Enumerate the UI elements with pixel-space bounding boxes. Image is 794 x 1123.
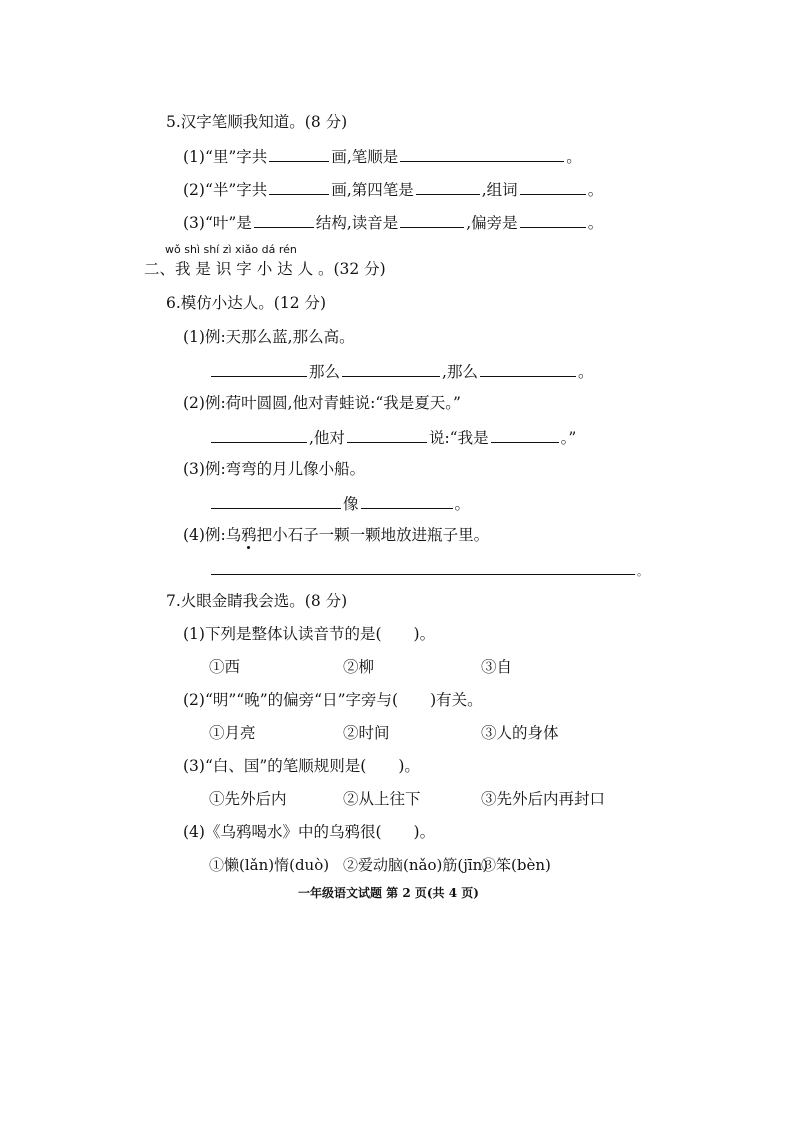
option-1b[interactable]: ②柳 (343, 658, 375, 676)
q7-2-options (209, 722, 559, 744)
blank-q6-2-a[interactable] (211, 425, 307, 443)
blank-q6-4[interactable] (211, 557, 635, 575)
blank-q6-1-a[interactable] (211, 359, 307, 377)
q7-4-options (209, 854, 551, 876)
q6-2-text-a: ,他对 (309, 429, 345, 447)
option-3a[interactable]: ①先外后内 (209, 790, 287, 808)
q6-answer-1 (209, 359, 593, 383)
q6-example-1: (1)例:天那么蓝,那么高。 (183, 328, 355, 346)
q7-item-2 (183, 689, 483, 711)
q6-1-text-b: ,那么 (442, 363, 478, 381)
q6-1-text-a: 那么 (309, 363, 341, 381)
option-2a[interactable]: ①月亮 (209, 724, 256, 742)
option-4b[interactable]: ②爱动脑(nǎo)筋(jīn) (343, 856, 489, 874)
q6-2-text-b: 说:“我是 (428, 429, 489, 447)
q5-3-end: 。 (587, 214, 604, 232)
q7-3-question-a: (3)“白、国”的笔顺规则是( (183, 757, 367, 775)
q6-example-2: (2)例:荷叶圆圆,他对青蛙说:“我是夏天。” (183, 394, 461, 412)
q7-3-options (209, 788, 605, 810)
q7-1-question-b: )。 (413, 625, 436, 643)
emphasis-dot (247, 546, 250, 549)
q6-1-end: 。 (577, 363, 594, 381)
blank-q5-2-strokes[interactable] (269, 177, 329, 195)
blank-q6-3-b[interactable] (361, 491, 453, 509)
q5-1-text-b: 画,笔顺是 (331, 148, 399, 166)
page-footer: 一年级语文试题 第 2 页(共 4 页) (298, 886, 479, 900)
blank-q5-1-order[interactable] (400, 144, 564, 162)
blank-q5-2-word[interactable] (520, 177, 586, 195)
option-1a[interactable]: ①西 (209, 658, 241, 676)
section2-title: 二、我 是 识 字 小 达 人 。(32 分) (144, 260, 386, 278)
q7-item-1 (183, 623, 435, 645)
q7-1-question-a: (1)下列是整体认读音节的是( (183, 625, 382, 643)
q5-title: 5.汉字笔顺我知道。(8 分) (166, 113, 348, 131)
q5-3-text-a: (3)“叶”是 (183, 214, 252, 232)
blank-q6-1-b[interactable] (342, 359, 440, 377)
q5-item-3 (183, 210, 603, 234)
section2-pinyin: wǒ shì shí zì xiǎo dá rén (165, 243, 297, 256)
blank-q6-1-c[interactable] (480, 359, 576, 377)
q6-example-4: (4)例:乌鸦把小石子一颗一颗地放进瓶子里。 (183, 526, 490, 544)
q7-title: 7.火眼金睛我会选。(8 分) (166, 592, 348, 610)
q6-answer-3 (209, 491, 470, 515)
q7-2-question-a: (2)“明”“晚”的偏旁“日”字旁与( (183, 691, 399, 709)
q5-2-text-a: (2)“半”字共 (183, 181, 268, 199)
option-3c[interactable]: ③先外后内再封口 (481, 790, 606, 808)
q5-3-text-c: ,偏旁是 (466, 214, 518, 232)
option-4c[interactable]: ③笨(bèn) (481, 856, 551, 874)
q7-4-question-b: )。 (413, 823, 436, 841)
q5-3-text-b: 结构,读音是 (315, 214, 399, 232)
blank-q5-3-structure[interactable] (254, 210, 314, 228)
option-4a[interactable]: ①懒(lǎn)惰(duò) (209, 856, 330, 874)
q7-3-question-b: )。 (398, 757, 420, 775)
q5-2-end: 。 (587, 181, 604, 199)
q6-answer-4 (209, 557, 648, 583)
q5-item-2 (183, 177, 603, 201)
blank-q5-2-fourth-stroke[interactable] (416, 177, 480, 195)
q6-4-end: 。 (637, 565, 648, 578)
blank-q6-2-c[interactable] (491, 425, 559, 443)
option-2c[interactable]: ③人的身体 (481, 724, 559, 742)
option-3b[interactable]: ②从上往下 (343, 790, 421, 808)
q5-item-1 (183, 144, 582, 168)
q5-2-text-c: ,组词 (481, 181, 518, 199)
q6-title: 6.模仿小达人。(12 分) (166, 294, 327, 312)
blank-q6-2-b[interactable] (347, 425, 427, 443)
blank-q6-3-a[interactable] (211, 491, 341, 509)
q5-1-text-a: (1)“里”字共 (183, 148, 268, 166)
q7-item-3 (183, 755, 420, 777)
q7-item-4 (183, 821, 435, 843)
blank-q5-3-radical[interactable] (520, 210, 586, 228)
q6-2-end: 。” (560, 429, 577, 447)
q7-2-question-b: )有关。 (430, 691, 483, 709)
q5-1-end: 。 (566, 148, 582, 166)
q6-3-end: 。 (454, 495, 471, 513)
q6-3-text-a: 像 (343, 495, 359, 513)
option-1c[interactable]: ③自 (481, 658, 513, 676)
q5-2-text-b: 画,第四笔是 (331, 181, 414, 199)
q6-example-3: (3)例:弯弯的月儿像小船。 (183, 460, 366, 478)
q6-answer-2 (209, 425, 576, 449)
q7-4-question-a: (4)《乌鸦喝水》中的乌鸦很( (183, 823, 382, 841)
q7-1-options (209, 656, 512, 678)
blank-q5-1-strokes[interactable] (269, 144, 329, 162)
option-2b[interactable]: ②时间 (343, 724, 390, 742)
blank-q5-3-pinyin[interactable] (400, 210, 464, 228)
